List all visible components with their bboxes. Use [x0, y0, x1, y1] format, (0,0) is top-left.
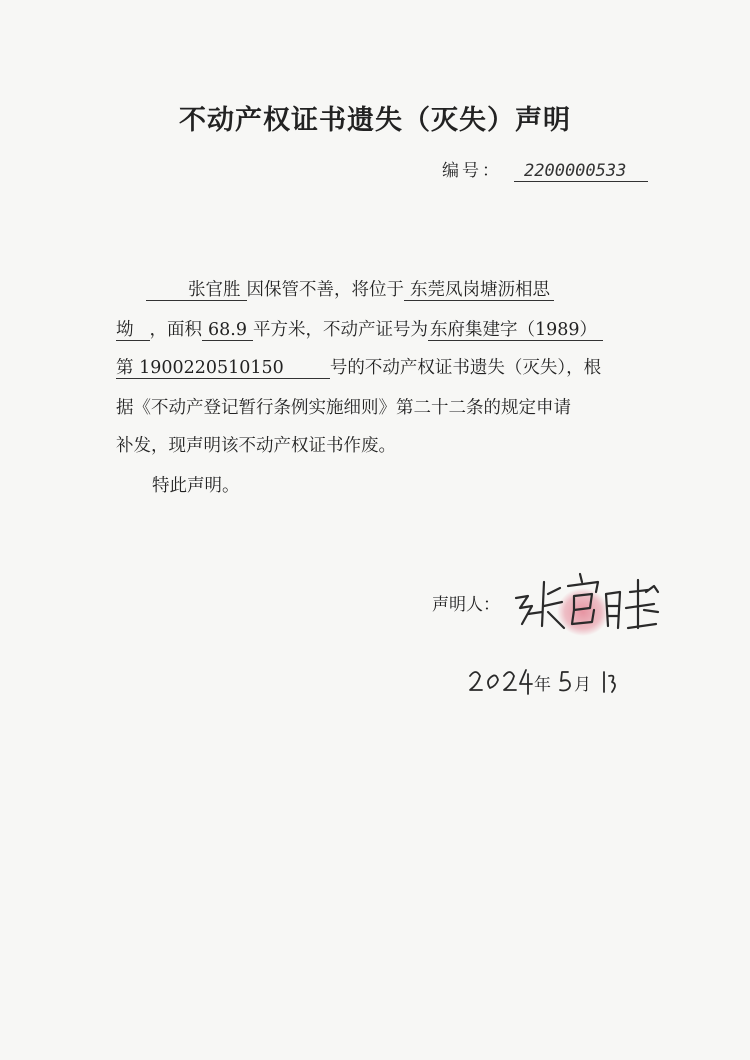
certificate-number: 东府集建字（1989）	[428, 320, 603, 341]
body-text: ，面积	[149, 320, 202, 340]
body-text: 平方米，不动产证号为	[252, 320, 428, 340]
body-line-2	[116, 316, 603, 341]
signature-name-text	[0, 0, 1, 1]
certificate-number-cont: 1900220510150	[139, 358, 284, 378]
body-line-3	[116, 354, 601, 379]
serial-number	[442, 156, 648, 182]
closing-line: 特此声明。	[152, 476, 240, 496]
body-text: 因保管不善，将位于	[246, 280, 404, 300]
svg-text:年: 年	[534, 675, 551, 695]
handwritten-signature	[508, 552, 678, 642]
document-title: 不动产权证书遗失（灭失）声明	[179, 105, 571, 136]
property-location: 东莞凤岗塘沥相思	[404, 280, 554, 301]
body-line-1	[146, 276, 554, 301]
body-line-4: 据《不动产登记暂行条例实施细则》第二十二条的规定申请	[116, 398, 571, 418]
body-line-5: 补发，现声明该不动产权证书作废。	[116, 436, 396, 456]
body-text: 第	[116, 358, 134, 378]
signature-label: 声明人：	[432, 595, 500, 615]
property-area: 68.9	[202, 320, 253, 341]
declarant-name: 张官胜	[146, 280, 247, 301]
date-text	[0, 0, 1, 1]
svg-text:月: 月	[574, 675, 591, 695]
body-text: 号的不动产权证书遗失（灭失），根	[329, 358, 602, 378]
handwritten-date	[466, 664, 616, 700]
property-location-cont: 坳	[116, 320, 150, 341]
serial-value: 2200000533	[514, 161, 648, 182]
serial-label: 编号：	[442, 161, 502, 181]
